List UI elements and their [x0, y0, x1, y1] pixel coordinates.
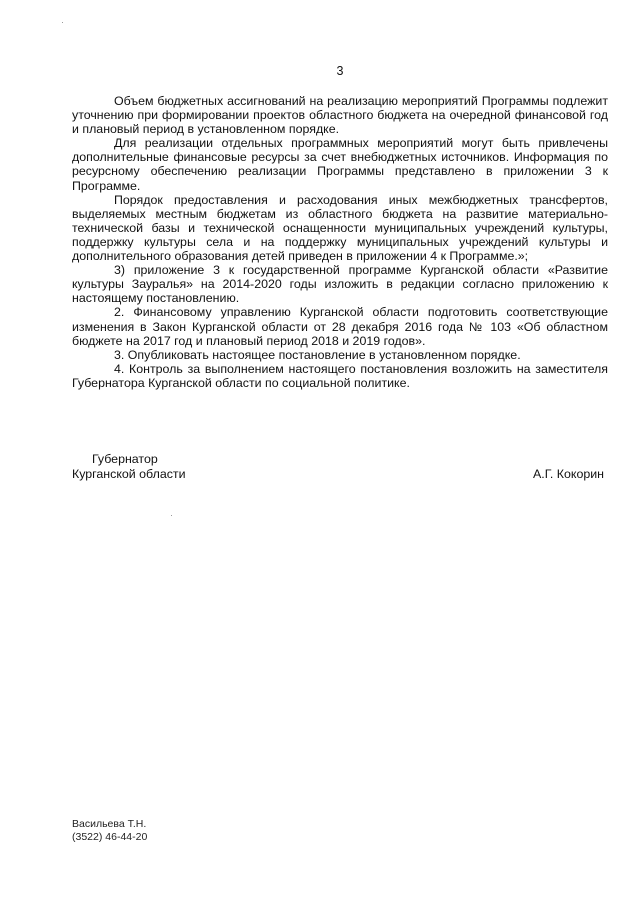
executor-info: [72, 818, 147, 844]
page-number: 3: [336, 64, 344, 78]
paragraph-extra-resources: Для реализации отдельных программных мероприятий могут быть привлечены дополнительные финансовые ресурсы за счет внебюджетных источников. Информация по ресурсному обеспечению реализации Программы представлено в приложении 3 к Программе.: [72, 136, 608, 193]
signer-name: А.Г. Кокорин: [532, 467, 604, 481]
signer-title: Губернатор: [92, 452, 158, 466]
paragraph-control: 4. Контроль за выполнением настоящего постановления возложить на заместителя Губернатора Курганской области по социальной политике.: [72, 361, 608, 390]
document-body: [72, 94, 608, 390]
paragraph-transfers-procedure: Порядок предоставления и расходования иных межбюджетных трансфертов, выделяемых местным бюджетам из областного бюджета на развитие материально-технической базы и технической оснащенности муниципальных учреждений культуры, поддержку культуры села и на поддержку муниципальных учреждений культуры и дополнительного образования детей приведен в приложении 4 к Программе.»;: [72, 192, 608, 264]
paragraph-appendix-3: 3) приложение 3 к государственной программе Курганской области «Развитие культуры Зауралья» на 2014-2020 годы изложить в редакции согласно приложению к настоящему постановлению.: [72, 263, 608, 306]
signer-region: Курганской области: [72, 466, 186, 481]
paragraph-financial-department: 2. Финансовому управлению Курганской области подготовить соответствующие изменения в Закон Курганской области от 28 декабря 2016 года № 103 «Об областном бюджете на 2017 год и плановый период 2018 и 2019 годов».: [72, 305, 608, 348]
scan-speck: [171, 515, 172, 516]
signature-block: [72, 452, 608, 481]
scan-speck: [62, 22, 63, 23]
paragraph-publish: 3. Опубликовать настоящее постановление в установленном порядке.: [114, 347, 521, 362]
executor-name: Васильева Т.Н.: [72, 818, 147, 830]
executor-phone: (3522) 46-44-20: [72, 831, 148, 843]
paragraph-budget-allocations: Объем бюджетных ассигнований на реализацию мероприятий Программы подлежит уточнению при формировании проектов областного бюджета на очередной финансовой год и плановый период в установленном порядке.: [72, 94, 608, 137]
